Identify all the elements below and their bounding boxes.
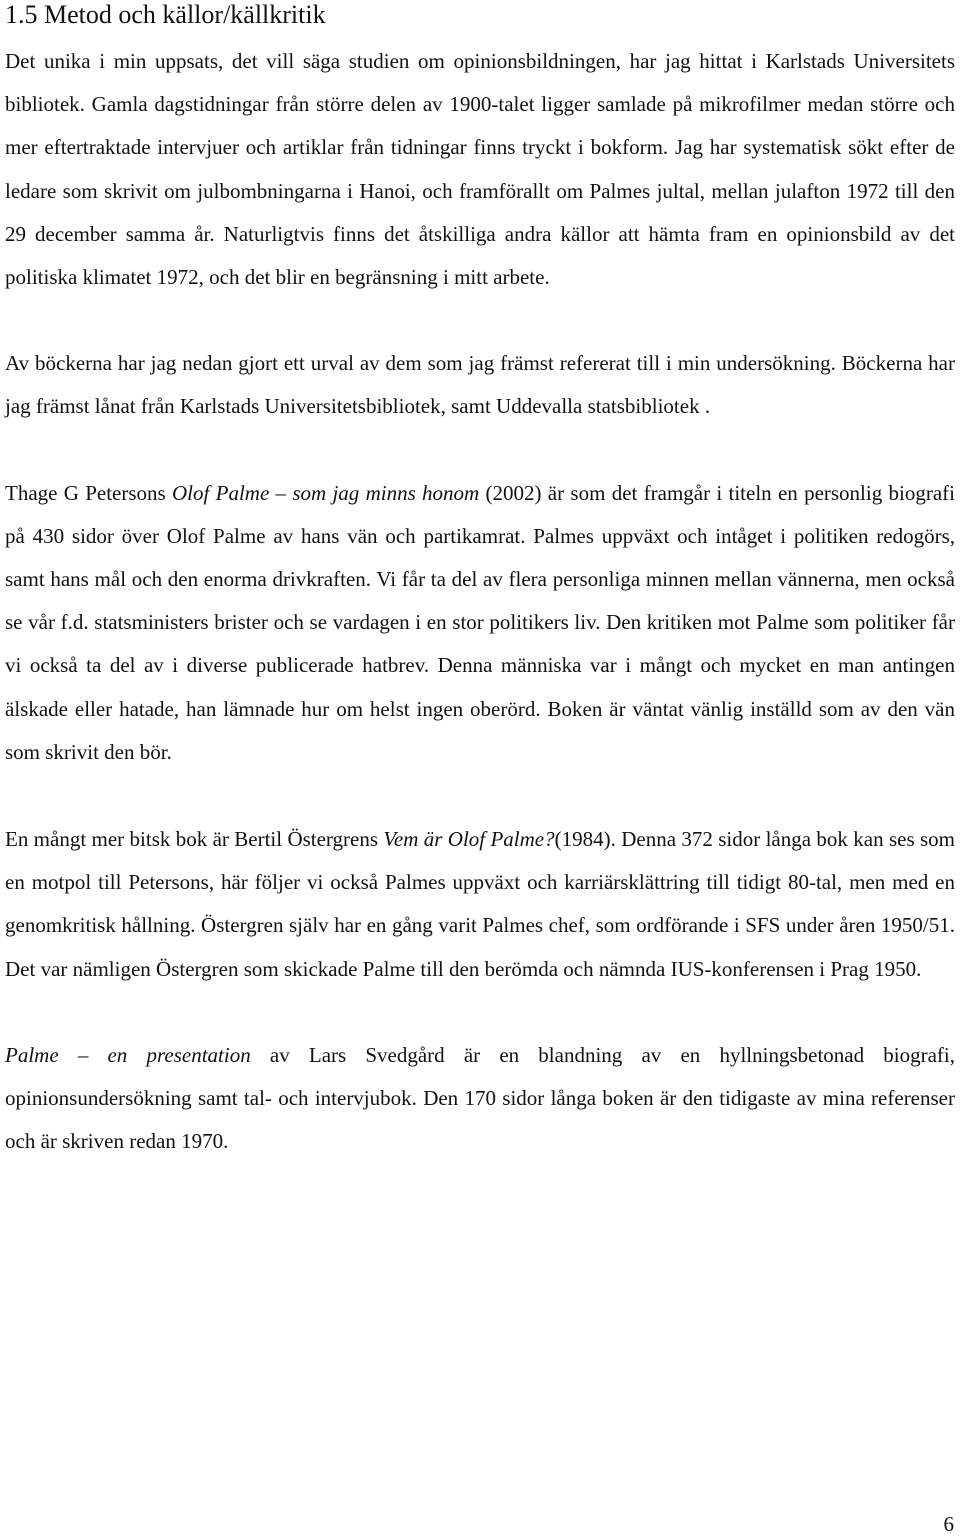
paragraph-svedgard	[5, 1034, 955, 1164]
paragraph-svedgard-body: av Lars Svedgård är en blandning av en hyllningsbetonad biografi, opinionsundersökning samt tal- och intervjubok. Den 170 sidor långa boken är den tidigaste av mina referenser och är skriven redan 1970.	[5, 1042, 956, 1154]
book-title-vem-ar-olof-palme: Vem är Olof Palme?	[383, 827, 555, 852]
paragraph-ostergren-lead: En mångt mer bitsk bok är Bertil Östergrens	[5, 827, 384, 852]
paragraph-method: Det unika i min uppsats, det vill säga studien om opinionsbildningen, har jag hittat i Karlstads Universitets bibliotek. Gamla dagstidningar från större delen av 1900-talet ligger samlade på mikrofilmer medan större och mer eftertraktade intervjuer och artiklar från tidningar finns tryckt i bokform. Jag har systematisk sökt efter de ledare som skrivit om julbombningarna i Hanoi, och framförallt om Palmes jultal, mellan julafton 1972 till den 29 december samma år. Naturligtvis finns det åtskilliga andra källor att hämta fram en opinionsbild av det politiska klimatet 1972, och det blir en begränsning i mitt arbete.	[5, 49, 955, 290]
paragraph-peterson	[5, 472, 955, 774]
book-title-olof-palme-som-jag-minns-honom: Olof Palme – som jag minns honom	[172, 480, 480, 505]
paragraph-book-selection: Av böckerna har jag nedan gjort ett urval av dem som jag främst refererat till i min undersökning. Böckerna har jag främst lånat från Karlstads Universitetsbibliotek, samt Uddevalla statsbibliotek .	[5, 351, 955, 419]
paragraph-ostergren	[5, 818, 955, 991]
document-page	[5, 0, 955, 1163]
paragraph-ostergren-body: (1984). Denna 372 sidor långa bok kan ses som en motpol till Petersons, här följer vi också Palmes uppväxt och karriärsklättring till tidigt 80-tal, men med en genomkritisk hållning. Östergren själv har en gång varit Palmes chef, som ordförande i SFS under åren 1950/51. Det var nämligen Östergren som skickade Palme till den berömda och nämnda IUS-konferensen i Prag 1950.	[5, 827, 955, 981]
paragraph-peterson-body: (2002) är som det framgår i titeln en personlig biografi på 430 sidor över Olof Palme av hans vän och partikamrat. Palmes uppväxt och intåget i politiken redogörs, samt hans mål och den enorma drivkraften. Vi får ta del av flera personliga minnen mellan vännerna, men också se vår f.d. statsministers brister och se vardagen i en stor politikers liv. Den kritiken mot Palme som politiker får vi också ta del av i diverse publicerade hatbrev. Denna människa var i mångt och mycket en man antingen älskade eller hatade, han lämnade hur om helst ingen oberörd. Boken är väntat vänlig inställd som av den vän som skrivit den bör.	[5, 480, 955, 764]
paragraph-peterson-lead: Thage G Petersons	[5, 480, 172, 505]
book-title-palme-en-presentation: Palme – en presentation	[5, 1042, 251, 1067]
section-heading: 1.5 Metod och källor/källkritik	[5, 0, 326, 29]
page-number: 6	[943, 1512, 954, 1536]
